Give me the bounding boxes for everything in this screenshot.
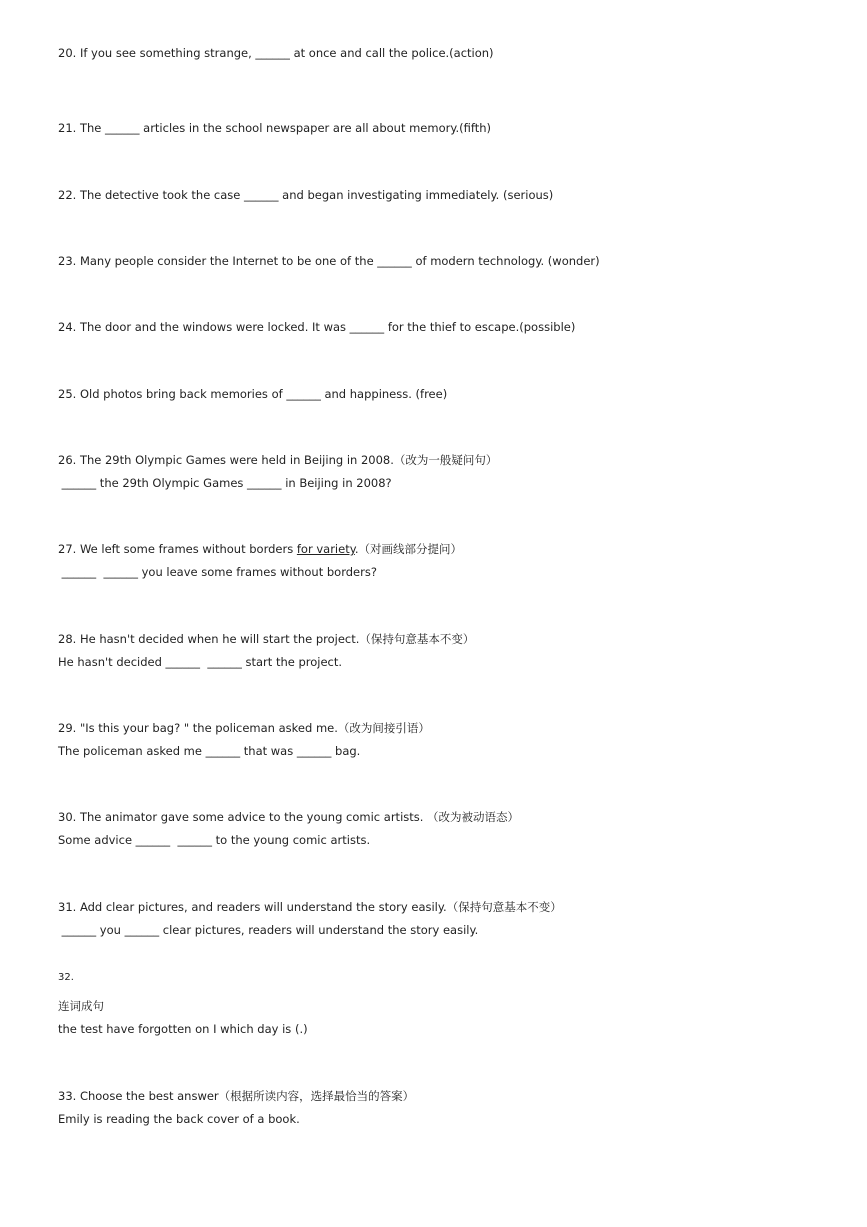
question-27-underlined: for variety (296, 542, 355, 556)
question-28-answer-line: He hasn't decided ______ ______ start the project. (58, 655, 343, 669)
question-32-instruction: 连词成句 (58, 999, 104, 1013)
question-29: 29. "Is this your bag? " the policeman asked me.（改为间接引语） (58, 721, 430, 735)
question-31: 31. Add clear pictures, and readers will understand the story easily.（保持句意基本不变） (58, 900, 562, 914)
question-32-number: 32. (58, 972, 74, 983)
question-21: 21. The ______ articles in the school newspaper are all about memory.(fifth) (58, 121, 492, 135)
question-24: 24. The door and the windows were locked. It was ______ for the thief to escape.(possible) (58, 320, 576, 334)
question-27-text-before: 27. We left some frames without borders (58, 542, 297, 556)
question-27-text-after: .（对画线部分提问） (354, 542, 463, 556)
question-33-context: Emily is reading the back cover of a book. (58, 1112, 300, 1126)
question-20: 20. If you see something strange, ______ at once and call the police.(action) (58, 46, 494, 60)
question-30-answer-line: Some advice ______ ______ to the young comic artists. (58, 833, 371, 847)
question-33: 33. Choose the best answer（根据所读内容，选择最恰当的答案） (58, 1089, 415, 1103)
question-27-answer-line: ______ ______ you leave some frames without borders? (58, 565, 377, 579)
question-26: 26. The 29th Olympic Games were held in Beijing in 2008.（改为一般疑问句） (58, 453, 498, 467)
question-23: 23. Many people consider the Internet to be one of the ______ of modern technology. (wonder) (58, 254, 600, 268)
question-31-answer-line: ______ you ______ clear pictures, readers will understand the story easily. (58, 923, 479, 937)
question-25: 25. Old photos bring back memories of ______ and happiness. (free) (58, 387, 448, 401)
question-26-answer-line: ______ the 29th Olympic Games ______ in Beijing in 2008? (58, 476, 392, 490)
question-27 (58, 541, 462, 557)
question-28: 28. He hasn't decided when he will start the project.（保持句意基本不变） (58, 632, 475, 646)
question-29-answer-line: The policeman asked me ______ that was ______ bag. (58, 744, 361, 758)
question-22: 22. The detective took the case ______ and began investigating immediately. (serious) (58, 188, 554, 202)
question-32-words: the test have forgotten on I which day is (.) (58, 1022, 308, 1036)
question-30: 30. The animator gave some advice to the young comic artists. （改为被动语态） (58, 810, 520, 824)
